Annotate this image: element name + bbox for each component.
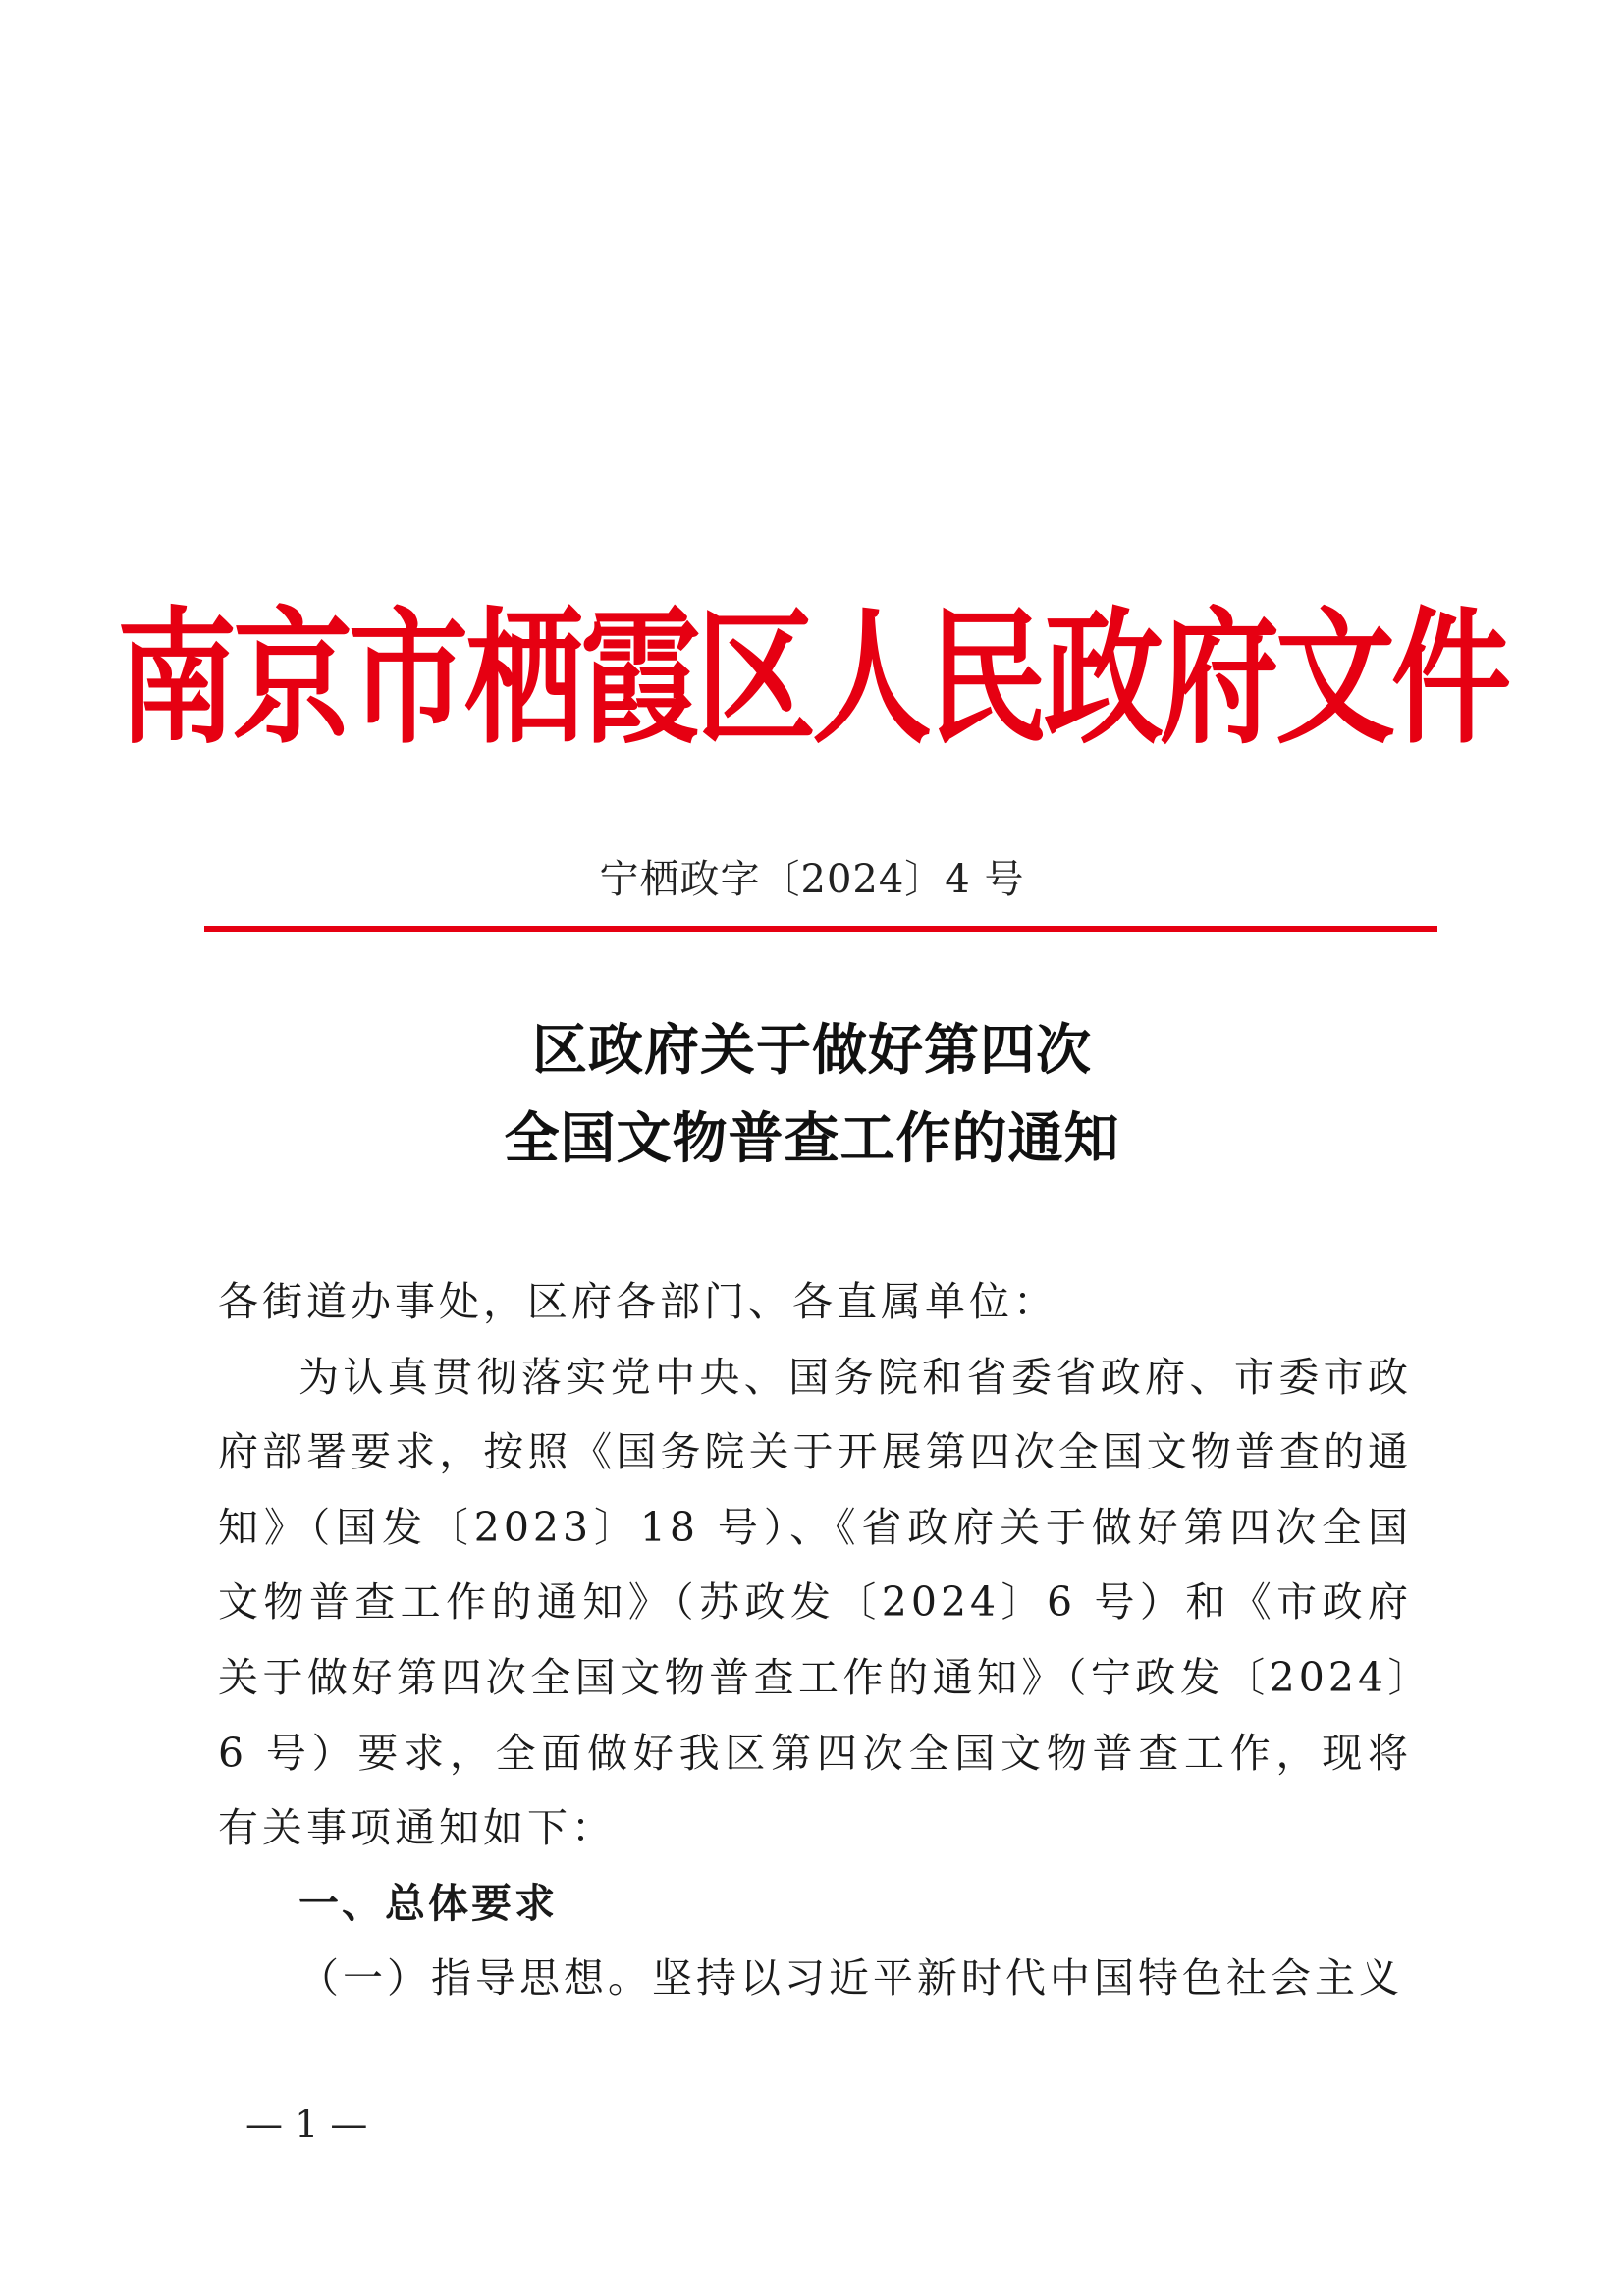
- document-number: 宁栖政字〔2024〕4 号: [599, 857, 1025, 902]
- title-line-1: 区政府关于做好第四次: [532, 1018, 1092, 1083]
- document-title: [0, 1006, 1624, 1183]
- section-heading: 一、总体要求: [298, 1879, 558, 1927]
- document-body: [218, 1264, 1412, 2016]
- title-line-2: 全国文物普查工作的通知: [504, 1106, 1120, 1171]
- document-masthead: 南京市栖霞区人民政府文件: [117, 593, 1507, 765]
- recipients-line: 各街道办事处，区府各部门、各直属单位：: [218, 1278, 1057, 1325]
- red-divider-line: [204, 926, 1437, 932]
- intro-paragraph: 为认真贯彻落实党中央、国务院和省委省政府、市委市政府部署要求，按照《国务院关于开展第四次全国文物普查的通知》（国发〔2023〕18 号）、《省政府关于做好第四次全国文物普查工作的通知》（苏政发〔2024〕6 号）和《市政府关于做好第四次全国文物普查工作的通知》（宁政发〔2024〕6 号）要求，全面做好我区第四次全国文物普查工作，现将有关事项通知如下：: [218, 1353, 1412, 1852]
- page-number: — 1 —: [245, 2103, 368, 2146]
- guiding-paragraph: （一）指导思想。坚持以习近平新时代中国特色社会主义: [298, 1954, 1403, 2002]
